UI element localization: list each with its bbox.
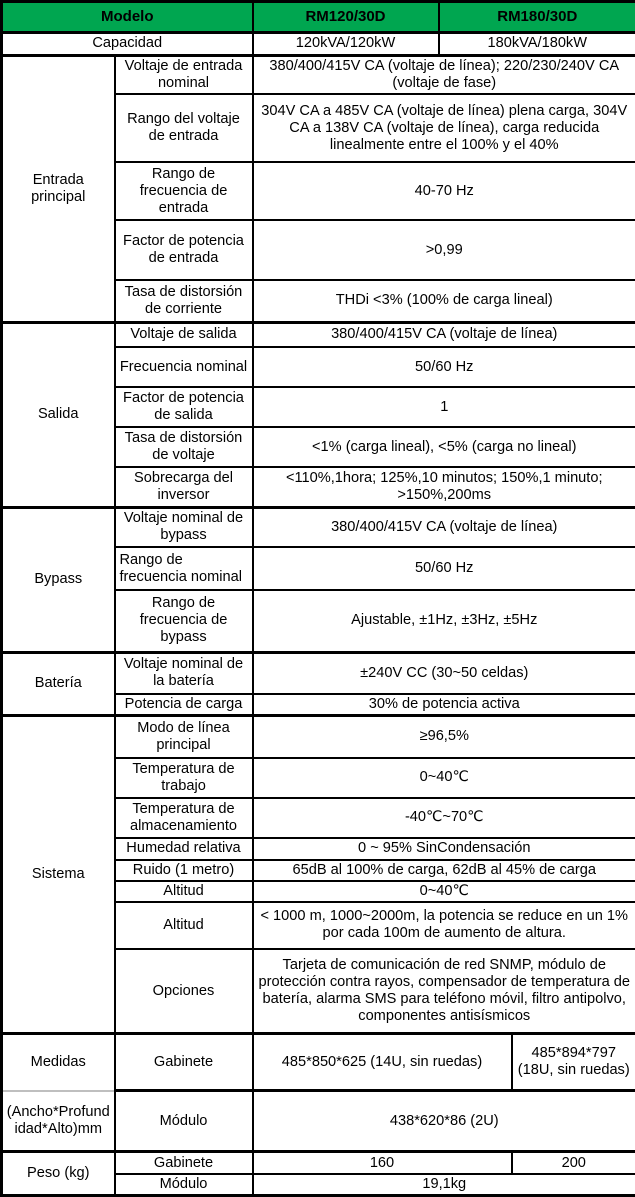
spec-label: Rango de frecuencia nominal [115,547,253,590]
spec-label: Potencia de carga [115,694,253,716]
table-row [2,1034,635,1091]
table-row [2,1152,635,1174]
spec-value: ≥96,5% [253,716,635,758]
spec-label: Gabinete [115,1034,253,1091]
table-row [2,2,635,33]
table-row [2,33,635,56]
spec-label: Modo de línea principal [115,716,253,758]
spec-value: <110%,1hora; 125%,10 minutos; 150%,1 minuto; >150%,200ms [253,467,635,507]
spec-label: Ruido (1 metro) [115,860,253,881]
section-label: (Ancho*Profundidad*Alto)mm [2,1091,115,1152]
spec-value: 19,1kg [253,1174,635,1196]
spec-label: Voltaje de entrada nominal [115,56,253,95]
spec-label: Opciones [115,949,253,1034]
spec-value: 380/400/415V CA (voltaje de línea) [253,507,635,547]
spec-value: 438*620*86 (2U) [253,1091,635,1152]
table-row [2,507,635,547]
spec-label: Gabinete [115,1152,253,1174]
section-label: Bypass [2,507,115,652]
spec-label: Altitud [115,902,253,949]
spec-value: 50/60 Hz [253,547,635,590]
spec-value: 65dB al 100% de carga, 62dB al 45% de carga [253,860,635,881]
section-label: Sistema [2,716,115,1034]
spec-value: 380/400/415V CA (voltaje de línea) [253,322,635,347]
spec-label: Frecuencia nominal [115,347,253,387]
spec-table-body [2,2,635,1196]
spec-label: Rango de frecuencia de entrada [115,162,253,220]
table-row [2,652,635,694]
spec-label: Rango de frecuencia de bypass [115,590,253,652]
section-label: Salida [2,322,115,507]
spec-label: Voltaje de salida [115,322,253,347]
spec-value: ±240V CC (30~50 celdas) [253,652,635,694]
spec-value: < 1000 m, 1000~2000m, la potencia se reduce en un 1% por cada 100m de aumento de altura. [253,902,635,949]
spec-label: Sobrecarga del inversor [115,467,253,507]
table-row [2,1091,635,1152]
section-label: Medidas [2,1034,115,1091]
spec-value: Ajustable, ±1Hz, ±3Hz, ±5Hz [253,590,635,652]
spec-value: 160 [253,1152,512,1174]
capacity-label: Capacidad [2,33,253,56]
spec-value: 485*850*625 (14U, sin ruedas) [253,1034,512,1091]
section-label: Entrada principal [2,56,115,323]
table-row [2,56,635,95]
spec-value: 50/60 Hz [253,347,635,387]
capacity-value: 180kVA/180kW [439,33,635,56]
spec-value: >0,99 [253,220,635,280]
table-row [2,322,635,347]
spec-value: 40-70 Hz [253,162,635,220]
section-label: Peso (kg) [2,1152,115,1196]
spec-label: Rango del voltaje de entrada [115,94,253,162]
model-name-rm120: RM120/30D [253,2,439,33]
spec-label: Tasa de distorsión de corriente [115,280,253,322]
spec-value: 0~40℃ [253,758,635,798]
spec-label: Factor de potencia de entrada [115,220,253,280]
spec-label: Voltaje nominal de bypass [115,507,253,547]
model-name-rm180: RM180/30D [439,2,635,33]
spec-value: 200 [512,1152,635,1174]
spec-value: 30% de potencia activa [253,694,635,716]
spec-value: 304V CA a 485V CA (voltaje de línea) plena carga, 304V CA a 138V CA (voltaje de línea), carga reducida linealmente entre el 100% y el 40% [253,94,635,162]
table-row [2,716,635,758]
capacity-value: 120kVA/120kW [253,33,439,56]
spec-label: Módulo [115,1174,253,1196]
spec-label: Voltaje nominal de la batería [115,652,253,694]
model-header-label: Modelo [2,2,253,33]
spec-value: <1% (carga lineal), <5% (carga no lineal) [253,427,635,467]
spec-value: -40℃~70℃ [253,798,635,838]
section-label: Batería [2,652,115,716]
spec-value: Tarjeta de comunicación de red SNMP, módulo de protección contra rayos, compensador de temperatura de batería, alarma SMS para teléfono móvil, filtro antipolvo, componentes antisísmicos [253,949,635,1034]
spec-label: Temperatura de trabajo [115,758,253,798]
spec-value: 1 [253,387,635,427]
spec-label: Temperatura de almacenamiento [115,798,253,838]
spec-label: Altitud [115,881,253,902]
spec-label: Tasa de distorsión de voltaje [115,427,253,467]
spec-label: Humedad relativa [115,838,253,860]
spec-value: 485*894*797 (18U, sin ruedas) [512,1034,635,1091]
spec-label: Módulo [115,1091,253,1152]
spec-value: 0 ~ 95% SinCondensación [253,838,635,860]
spec-value: 380/400/415V CA (voltaje de línea); 220/230/240V CA (voltaje de fase) [253,56,635,95]
spec-value: 0~40℃ [253,881,635,902]
spec-label: Factor de potencia de salida [115,387,253,427]
spec-value: THDi <3% (100% de carga lineal) [253,280,635,322]
